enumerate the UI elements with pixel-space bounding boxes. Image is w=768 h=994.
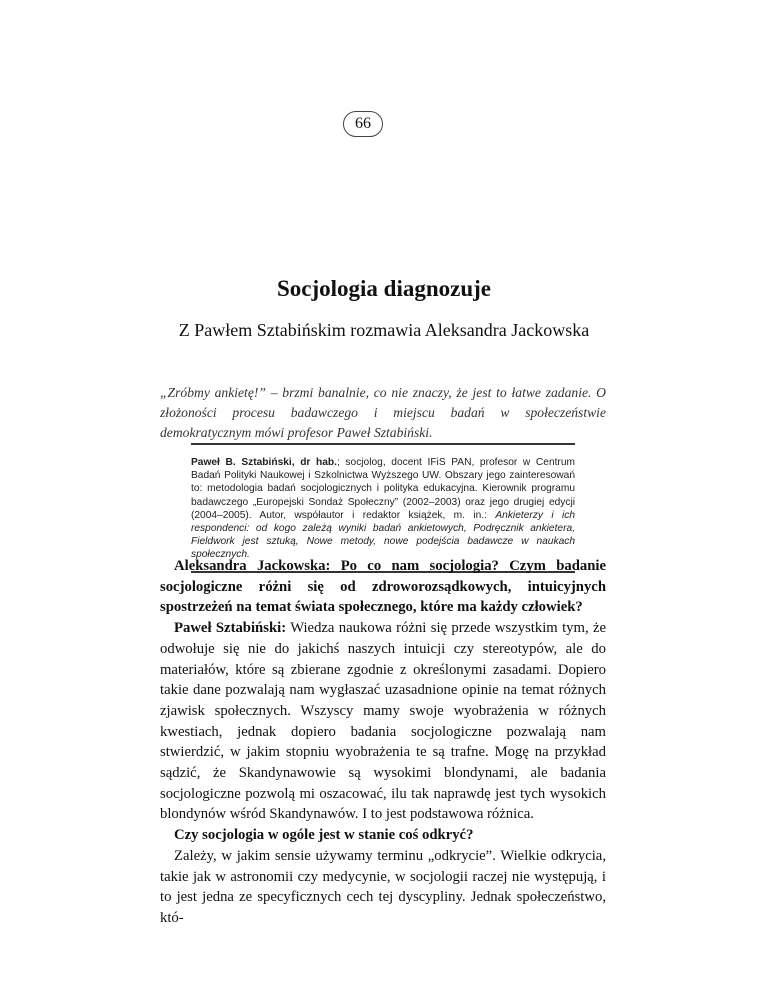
article-subtitle: Z Pawłem Sztabińskim rozmawia Aleksandra Jackowska <box>178 320 590 340</box>
bio-name: Paweł B. Sztabiński, dr hab. <box>191 457 337 468</box>
bio-text: ; socjolog, docent IFiS PAN, profesor w Centrum Badań Polityki Naukowej i Szkolnictwa Wyższego UW. Obszary jego zainteresowań to: metodologia badań socjologicznych i polityka edukacyjna. Kierownik programu badawczego „Europejski Sondaż Społeczny” (2002–2003) oraz jego drugiej edycji (2004–2005). Autor, współautor i redaktor książek, m. in.: <box>191 457 575 521</box>
question-2-text: Czy socjologia w ogóle jest w stanie coś odkryć? <box>174 827 474 844</box>
page-number: 66 <box>343 111 383 137</box>
author-bio <box>191 456 575 562</box>
author-bio-box <box>191 443 575 573</box>
answer-1-speaker: Paweł Sztabiński: <box>174 620 287 637</box>
lead-text: „Zróbmy ankietę!” – brzmi banalnie, co nie znaczy, że jest to łatwe zadanie. O złożoności procesu badawczego i miejscu badań w społeczeństwie demokratycznym mówi profesor Paweł Sztabiński. <box>160 385 606 440</box>
question-1 <box>160 556 606 618</box>
answer-1 <box>160 618 606 825</box>
question-2 <box>160 825 606 846</box>
answer-1-text: Wiedza naukowa różni się przede wszystkim tym, że odwołuje się nie do jakichś naszych intuicji czy stereotypów, ale do materiałów, które są zbierane zgodnie z określonymi zasadami. Dopiero takie dane pozwalają nam wygłaszać uzasadnione opinie na temat różnych zjawisk społecznych. Wszyscy mamy swoje wyobrażenia w różnych kwestiach, jednak dopiero badania socjologiczne pozwalają nam stwierdzić, w jakim stopniu wyobrażenia te są trafne. Mogę na przykład sądzić, że Skandynawowie są wysokimi blondynami, ale badania socjologiczne pozwolą mi oszacować, ilu tak naprawdę jest tych wysokich blondynów wśród Skandynawów. I to jest podstawowa różnica. <box>160 620 607 823</box>
bio-books: Ankieterzy i ich respondenci: od kogo zależą wyniki badań ankietowych, Podręcznik ankietera, Fieldwork jest sztuką, Nowe metody, nowe podejścia badawcze w naukach społecznych. <box>191 509 575 561</box>
answer-2-text: Zależy, w jakim sensie używamy terminu „odkrycie”. Wielkie odkrycia, takie jak w astronomii czy medycynie, w socjologii raczej nie występują, i to jest jedna ze specyficznych cech tej dyscypliny. Jednak społeczeństwo, któ- <box>160 847 606 926</box>
lead-paragraph <box>160 383 606 443</box>
question-1-text: Aleksandra Jackowska: Po co nam socjologia? Czym badanie socjologiczne różni się od zdroworozsądkowych, intuicyjnych spostrzeżeń na temat świata społecznego, które ma każdy człowiek? <box>160 558 606 616</box>
article-title: Socjologia diagnozuje <box>276 276 492 301</box>
interview-body <box>160 556 606 929</box>
answer-2 <box>160 846 606 929</box>
